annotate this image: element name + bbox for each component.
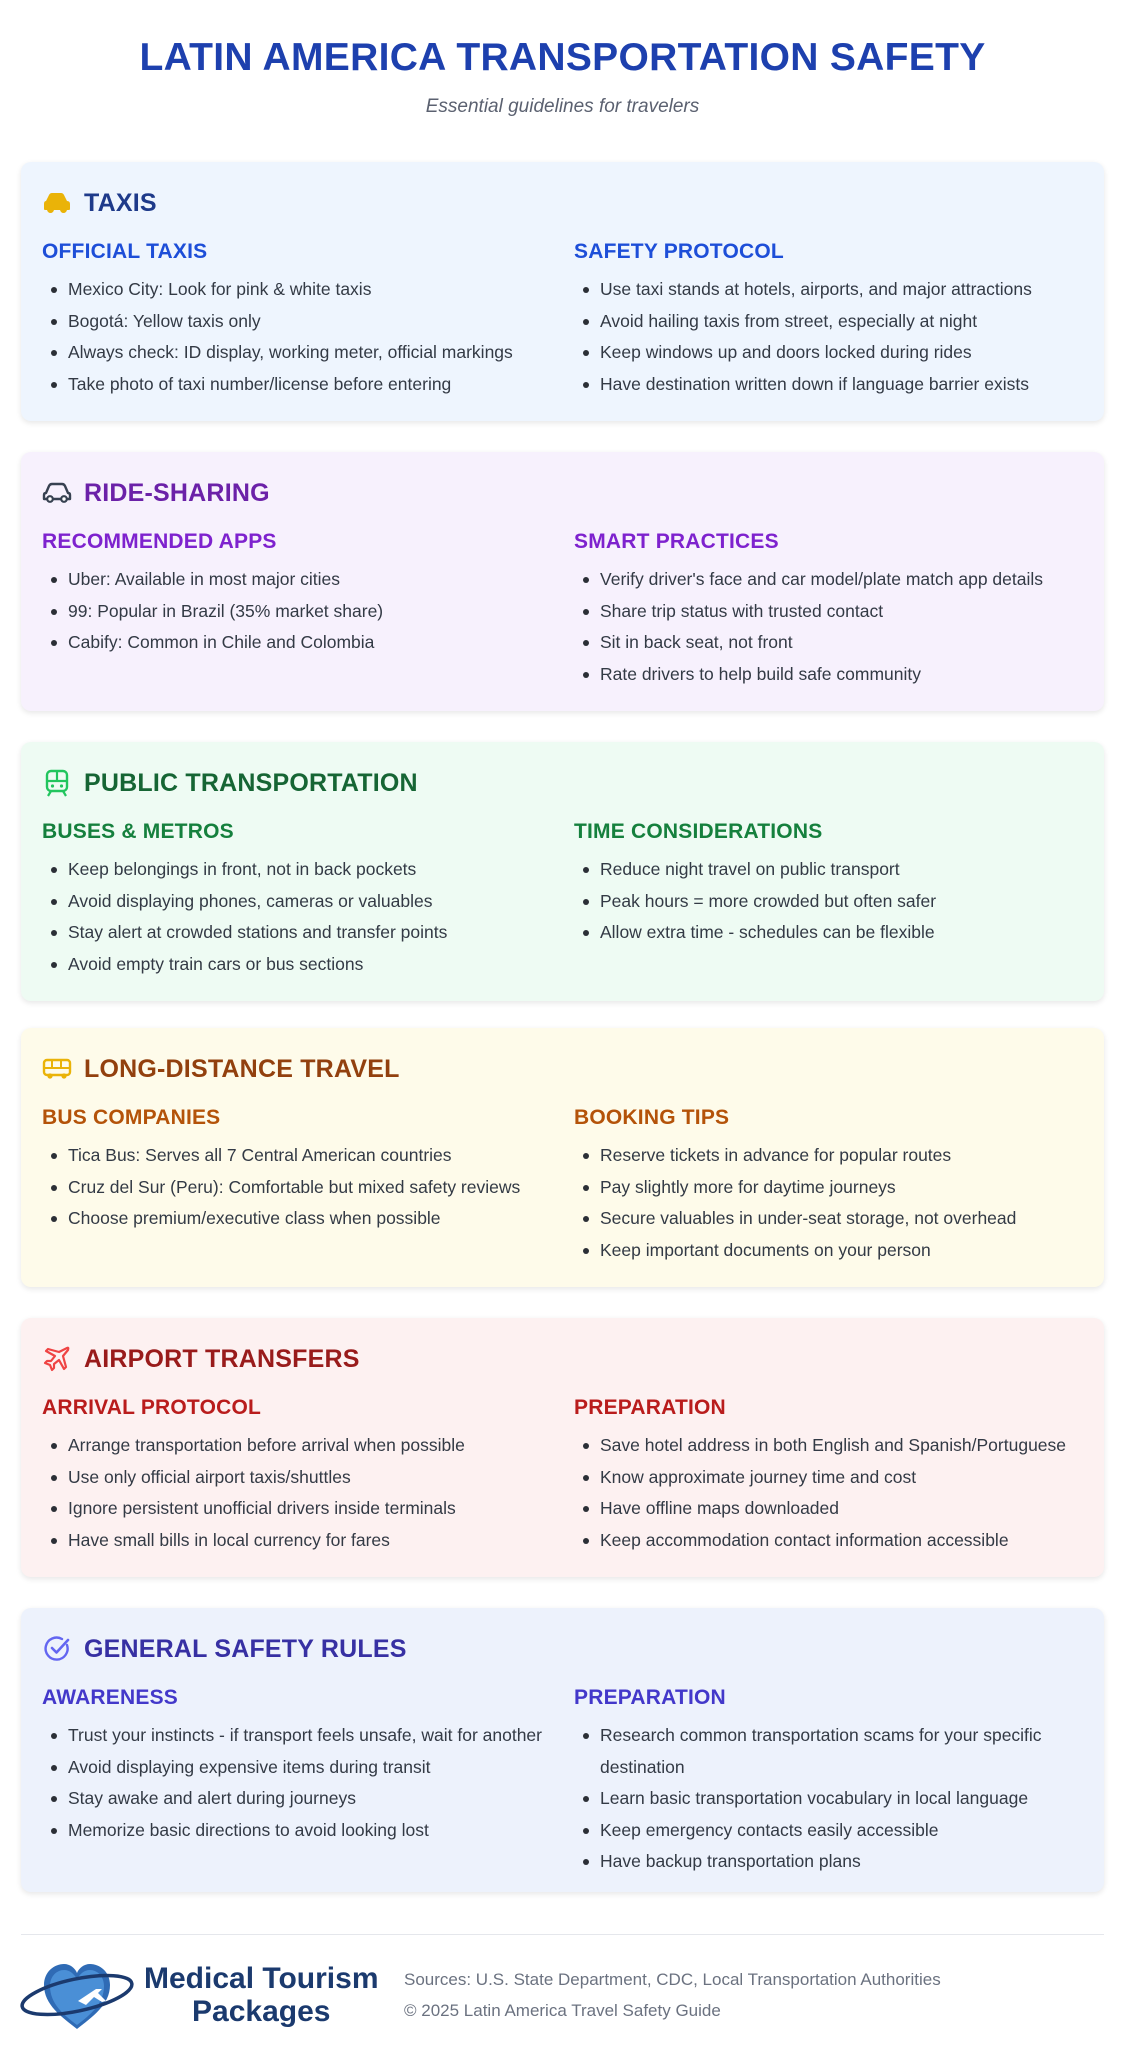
section-title: TAXIS [84, 188, 157, 217]
list-item: Reserve tickets in advance for popular routes [600, 1140, 1106, 1172]
bullet-list [42, 854, 574, 980]
column-left [42, 1686, 574, 1878]
section-title: PUBLIC TRANSPORTATION [84, 768, 418, 797]
list-item: Trust your instincts - if transport feels unsafe, wait for another [68, 1720, 574, 1752]
list-item: Allow extra time - schedules can be flexible [600, 917, 1106, 949]
list-item: Tica Bus: Serves all 7 Central American countries [68, 1140, 574, 1172]
footer-sources [404, 1964, 941, 2026]
list-item: Memorize basic directions to avoid looking lost [68, 1815, 574, 1847]
list-item: Avoid displaying expensive items during transit [68, 1752, 574, 1784]
column-right [574, 530, 1106, 690]
list-item: Have backup transportation plans [600, 1846, 1106, 1878]
list-item: Peak hours = more crowded but often safer [600, 886, 1106, 918]
section-header [42, 1342, 1083, 1376]
list-item: Avoid empty train cars or bus sections [68, 949, 574, 981]
section-title: LONG-DISTANCE TRAVEL [84, 1054, 400, 1083]
column-right [574, 1106, 1106, 1266]
list-item: Use taxi stands at hotels, airports, and major attractions [600, 274, 1106, 306]
list-item: Mexico City: Look for pink & white taxis [68, 274, 574, 306]
bullet-list [42, 1140, 574, 1235]
list-item: Take photo of taxi number/license before entering [68, 369, 574, 401]
bullet-list [574, 1140, 1106, 1266]
footer-divider [21, 1934, 1104, 1935]
list-item: Stay awake and alert during journeys [68, 1783, 574, 1815]
list-item: Bogotá: Yellow taxis only [68, 306, 574, 338]
list-item: Have destination written down if language barrier exists [600, 369, 1106, 401]
bullet-list [574, 1720, 1106, 1878]
list-item: Keep accommodation contact information accessible [600, 1525, 1106, 1557]
column-title: ARRIVAL PROTOCOL [42, 1396, 262, 1419]
list-item: Reduce night travel on public transport [600, 854, 1106, 886]
list-item: Know approximate journey time and cost [600, 1462, 1106, 1494]
column-right [574, 1686, 1106, 1878]
check-circle-icon [42, 1634, 72, 1664]
column-title: RECOMMENDED APPS [42, 530, 277, 553]
column-title: SAFETY PROTOCOL [574, 240, 784, 263]
column-left [42, 1106, 574, 1266]
column-right [574, 240, 1106, 400]
list-item: Keep belongings in front, not in back pockets [68, 854, 574, 886]
section-long-distance-travel [21, 1028, 1104, 1287]
section-header [42, 1632, 1083, 1666]
list-item: Uber: Available in most major cities [68, 564, 574, 596]
bus-icon [42, 1054, 72, 1084]
section-ride-sharing [21, 452, 1104, 711]
column-left [42, 240, 574, 400]
list-item: Rate drivers to help build safe community [600, 659, 1106, 691]
footer [18, 1950, 1108, 2040]
logo-line-1: Medical Tourism [144, 1962, 379, 1995]
section-general-safety-rules [21, 1608, 1104, 1892]
list-item: Ignore persistent unofficial drivers inside terminals [68, 1493, 574, 1525]
section-public-transportation [21, 742, 1104, 1001]
list-item: Avoid hailing taxis from street, especially at night [600, 306, 1106, 338]
section-taxis [21, 162, 1104, 421]
section-header [42, 1052, 1083, 1086]
list-item: Verify driver's face and car model/plate match app details [600, 564, 1106, 596]
list-item: Cabify: Common in Chile and Colombia [68, 627, 574, 659]
section-title: AIRPORT TRANSFERS [84, 1344, 360, 1373]
section-title: RIDE-SHARING [84, 478, 270, 507]
copyright-text: © 2025 Latin America Travel Safety Guide [404, 2001, 721, 2020]
section-header [42, 766, 1083, 800]
list-item: Cruz del Sur (Peru): Comfortable but mixed safety reviews [68, 1172, 574, 1204]
bullet-list [42, 1430, 574, 1556]
column-title: TIME CONSIDERATIONS [574, 820, 823, 843]
list-item: Always check: ID display, working meter, official markings [68, 337, 574, 369]
list-item: Research common transportation scams for your specific destination [600, 1720, 1106, 1783]
taxi-icon [42, 188, 72, 218]
logo-line-2: Packages [192, 1995, 331, 2028]
list-item: Choose premium/executive class when possible [68, 1203, 574, 1235]
list-item: 99: Popular in Brazil (35% market share) [68, 596, 574, 628]
column-title: BOOKING TIPS [574, 1106, 730, 1129]
list-item: Arrange transportation before arrival when possible [68, 1430, 574, 1462]
list-item: Learn basic transportation vocabulary in local language [600, 1783, 1106, 1815]
list-item: Keep important documents on your person [600, 1235, 1106, 1267]
bullet-list [574, 274, 1106, 400]
section-airport-transfers [21, 1318, 1104, 1577]
list-item: Stay alert at crowded stations and transfer points [68, 917, 574, 949]
section-header [42, 186, 1083, 220]
column-right [574, 820, 1106, 980]
plane-icon [42, 1344, 72, 1374]
bullet-list [42, 564, 574, 659]
column-title: AWARENESS [42, 1686, 178, 1709]
sources-text: Sources: U.S. State Department, CDC, Local Transportation Authorities [404, 1970, 941, 1989]
list-item: Have offline maps downloaded [600, 1493, 1106, 1525]
page-header [0, 0, 1125, 118]
list-item: Keep windows up and doors locked during rides [600, 337, 1106, 369]
column-title: PREPARATION [574, 1396, 726, 1419]
column-title: BUS COMPANIES [42, 1106, 221, 1129]
column-title: BUSES & METROS [42, 820, 234, 843]
list-item: Keep emergency contacts easily accessible [600, 1815, 1106, 1847]
bullet-list [574, 854, 1106, 949]
page-subtitle: Essential guidelines for travelers [425, 96, 700, 117]
section-header [42, 476, 1083, 510]
car-icon [42, 478, 72, 508]
column-left [42, 1396, 574, 1556]
column-title: OFFICIAL TAXIS [42, 240, 208, 263]
list-item: Pay slightly more for daytime journeys [600, 1172, 1106, 1204]
column-title: PREPARATION [574, 1686, 726, 1709]
bullet-list [574, 1430, 1106, 1556]
column-title: SMART PRACTICES [574, 530, 779, 553]
column-left [42, 530, 574, 690]
list-item: Secure valuables in under-seat storage, not overhead [600, 1203, 1106, 1235]
list-item: Avoid displaying phones, cameras or valuables [68, 886, 574, 918]
page-title: LATIN AMERICA TRANSPORTATION SAFETY [139, 36, 986, 79]
column-left [42, 820, 574, 980]
bullet-list [574, 564, 1106, 690]
logo-text [144, 1962, 379, 2028]
list-item: Have small bills in local currency for fares [68, 1525, 574, 1557]
list-item: Sit in back seat, not front [600, 627, 1106, 659]
heart-plane-icon [18, 1955, 136, 2035]
list-item: Use only official airport taxis/shuttles [68, 1462, 574, 1494]
bullet-list [42, 1720, 574, 1846]
section-title: GENERAL SAFETY RULES [84, 1634, 407, 1663]
list-item: Share trip status with trusted contact [600, 596, 1106, 628]
column-right [574, 1396, 1106, 1556]
medical-tourism-logo [18, 1955, 396, 2035]
bullet-list [42, 274, 574, 400]
train-icon [42, 768, 72, 798]
list-item: Save hotel address in both English and Spanish/Portuguese [600, 1430, 1106, 1462]
